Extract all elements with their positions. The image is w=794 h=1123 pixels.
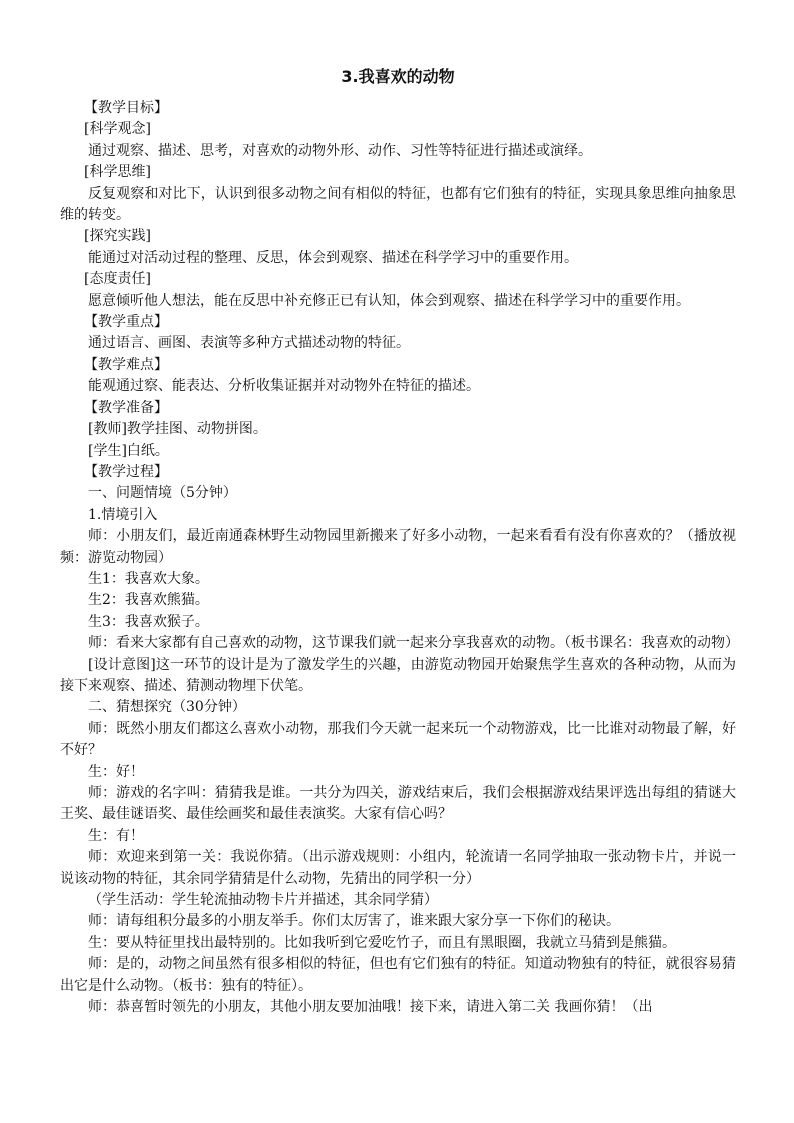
paragraph: 师：欢迎来到第一关：我说你猜。（出示游戏规则：小组内，轮流请一名同学抽取一张动物卡片，并说一说该动物的特征，其余同学猜猜是什么动物，先猜出的同学积一分） <box>60 849 736 887</box>
paragraph: 生3：我喜欢猴子。 <box>88 613 209 630</box>
paragraph: 生：有！ <box>88 827 144 844</box>
paragraph: 师：看来大家都有自己喜欢的动物，这节课我们就一起来分享我喜欢的动物。（板书课名：我喜欢的动物） <box>88 635 739 652</box>
paragraph: 通过观察、描述、思考，对喜欢的动物外形、动作、习性等特征进行描述或演绎。 <box>88 142 592 159</box>
paragraph: 生2：我喜欢熊猫。 <box>88 592 209 609</box>
paragraph: 师：是的，动物之间虽然有很多相似的特征，但也有它们独有的特征。知道动物独有的特征，就很容易猜出它是什么动物。（板书：独有的特征）。 <box>60 956 736 994</box>
paragraph: 师：既然小朋友们都这么喜欢小动物，那我们今天就一起来玩一个动物游戏，比一比谁对动物最了解，好不好？ <box>60 720 736 759</box>
paragraph: 师：请每组积分最多的小朋友举手。你们太厉害了，谁来跟大家分享一下你们的秘诀。 <box>88 913 620 930</box>
paragraph: 师：小朋友们，最近南通森林野生动物园里新搬来了好多小动物，一起来看看有没有你喜欢的？（播放视频：游览动物园） <box>60 528 736 566</box>
section-heading: [科学思维] <box>84 164 151 181</box>
paragraph: 师：恭喜暂时领先的小朋友，其他小朋友要加油哦！接下来，请进入第二关 我画你猜！（出 <box>88 999 653 1016</box>
paragraph: 能观通过察、能表达、分析收集证据并对动物外在特征的描述。 <box>88 378 480 395</box>
paragraph: 生：好！ <box>88 763 144 780</box>
section-heading: [探究实践] <box>84 228 151 245</box>
section-heading: [科学观念] <box>84 121 151 138</box>
section-heading: 【教学难点】 <box>84 356 168 373</box>
paragraph: 能通过对活动过程的整理、反思，体会到观察、描述在科学学习中的重要作用。 <box>88 249 578 266</box>
paragraph: 反复观察和对比下，认识到很多动物之间有相似的特征，也都有它们独有的特征，实现具象思维向抽象思维的转变。 <box>60 185 736 224</box>
paragraph: [教师]教学挂图、动物拼图。 <box>88 421 267 438</box>
paragraph: 通过语言、画图、表演等多种方式描述动物的特征。 <box>88 335 410 352</box>
paragraph: 愿意倾听他人想法，能在反思中补充修正已有认知，体会到观察、描述在科学学习中的重要作用。 <box>88 292 690 309</box>
paragraph: [设计意图]这一环节的设计是为了激发学生的兴趣，由游览动物园开始聚焦学生喜欢的各种动物，从而为接下来观察、描述、猜测动物埋下伏笔。 <box>60 656 736 694</box>
paragraph: [学生]白纸。 <box>88 442 169 459</box>
page-title: 3.我喜欢的动物 <box>341 67 455 86</box>
section-heading: 【教学重点】 <box>84 314 168 331</box>
section-heading: 【教学目标】 <box>84 100 168 116</box>
section-heading: 【教学过程】 <box>84 463 168 480</box>
section-heading: [态度责任] <box>84 271 151 288</box>
paragraph: 1.情境引入 <box>88 506 158 523</box>
section-heading: 【教学准备】 <box>84 399 168 416</box>
document-page <box>60 66 739 1018</box>
paragraph: （学生活动：学生轮流抽动物卡片并描述，其余同学猜） <box>88 892 438 909</box>
paragraph: 师：游戏的名字叫：猜猜我是谁。一共分为四关，游戏结束后，我们会根据游戏结果评选出每组的猜谜大王奖、最佳谜语奖、最佳绘画奖和最佳表演奖。大家有信心吗？ <box>60 785 736 823</box>
paragraph: 生1：我喜欢大象。 <box>88 570 209 587</box>
document-body <box>60 98 739 1018</box>
paragraph: 二、猜想探究（30分钟） <box>88 699 246 716</box>
paragraph: 一、问题情境（5分钟） <box>88 485 237 502</box>
paragraph: 生：要从特征里找出最特别的。比如我听到它爱吃竹子，而且有黑眼圈，我就立马猜到是熊猫。 <box>88 934 676 951</box>
